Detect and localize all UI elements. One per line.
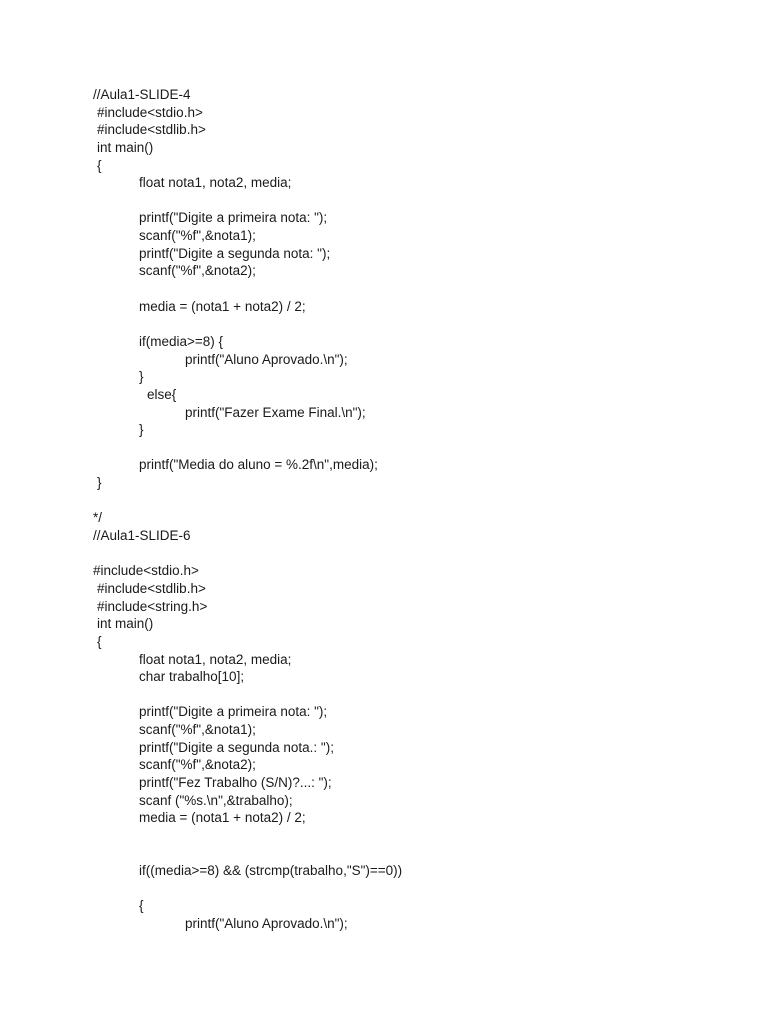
code-line: media = (nota1 + nota2) / 2; (139, 810, 306, 826)
code-line (93, 827, 733, 845)
code-line: scanf ("%s.\n",&trabalho); (139, 792, 293, 808)
code-line (93, 280, 733, 298)
code-line (93, 192, 733, 210)
code-line (93, 880, 733, 898)
code-line: #include<stdlib.h> (97, 122, 206, 138)
code-line: printf("Digite a primeira nota: "); (139, 704, 328, 720)
code-line (93, 545, 733, 563)
code-line: #include<stdlib.h> (97, 580, 206, 596)
code-line: scanf("%f",&nota1); (139, 228, 256, 244)
code-line: int main() (97, 139, 154, 155)
code-line: if(media>=8) { (139, 333, 224, 349)
code-line: scanf("%f",&nota1); (139, 722, 256, 738)
code-line: #include<stdio.h> (93, 563, 199, 579)
code-line: //Aula1-SLIDE-4 (93, 87, 191, 102)
code-line: #include<stdio.h> (97, 104, 203, 120)
code-line: printf("Aluno Aprovado.\n"); (185, 916, 348, 932)
code-line: { (97, 633, 102, 649)
code-line: } (139, 422, 144, 438)
code-line: printf("Fez Trabalho (S/N)?...: "); (139, 774, 332, 790)
code-line (93, 315, 733, 333)
code-line: */ (93, 510, 103, 526)
code-line: { (97, 157, 102, 173)
code-line: printf("Fazer Exame Final.\n"); (185, 404, 366, 420)
code-line (93, 439, 733, 457)
code-line: //Aula1-SLIDE-6 (93, 528, 191, 544)
code-line: if((media>=8) && (strcmp(trabalho,"S")==0)) (139, 863, 403, 879)
code-line: printf("Digite a primeira nota: "); (139, 210, 328, 226)
code-line: float nota1, nota2, media; (139, 651, 292, 667)
code-line: int main() (97, 616, 154, 632)
code-line: else{ (147, 386, 177, 402)
code-line: float nota1, nota2, media; (139, 175, 292, 191)
code-line: printf("Aluno Aprovado.\n"); (185, 351, 348, 367)
code-line (93, 492, 733, 510)
code-line: { (139, 898, 144, 914)
code-line: media = (nota1 + nota2) / 2; (139, 298, 306, 314)
code-line: #include<string.h> (97, 598, 208, 614)
code-line: scanf("%f",&nota2); (139, 263, 256, 279)
code-listing (93, 86, 733, 933)
code-line: char trabalho[10]; (139, 669, 245, 685)
code-line: printf("Digite a segunda nota: "); (139, 245, 331, 261)
code-line (93, 845, 733, 863)
code-line: printf("Media do aluno = %.2f\n",media); (139, 457, 378, 473)
code-line: scanf("%f",&nota2); (139, 757, 256, 773)
code-line: printf("Digite a segunda nota.: "); (139, 739, 334, 755)
code-line: } (97, 475, 102, 491)
code-line (93, 686, 733, 704)
code-line: } (139, 369, 144, 385)
